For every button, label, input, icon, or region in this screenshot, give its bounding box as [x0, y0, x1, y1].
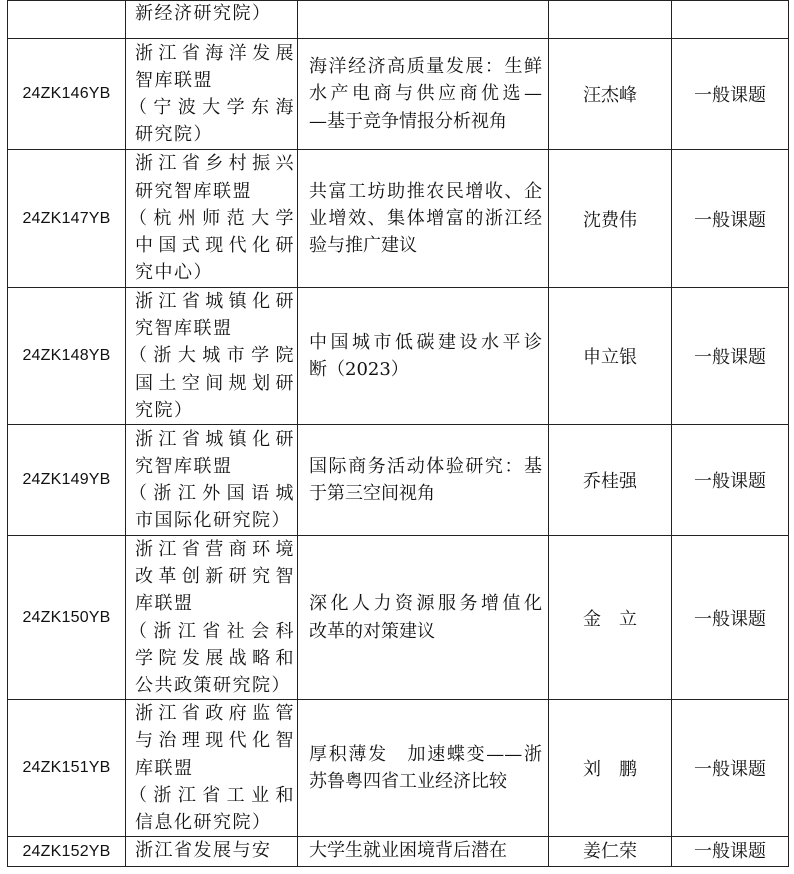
person-cell: 申立银 — [549, 288, 672, 425]
code-cell: 24ZK148YB — [8, 288, 126, 425]
title-cell — [298, 837, 549, 867]
org-line: 浙江省政府监管 — [135, 703, 295, 725]
table-row — [8, 700, 789, 837]
title-cell — [298, 288, 549, 425]
title-cell — [298, 1, 549, 39]
table-row — [8, 837, 789, 867]
person-cell — [549, 1, 672, 39]
org-line: （浙大城市学院 — [129, 345, 295, 367]
title-line: 苏鲁粤四省工业经济比较 — [309, 771, 507, 793]
table-row — [8, 425, 789, 536]
title-line: 共富工坊助推农民增收、企 — [309, 180, 542, 202]
org-line: 市国际化研究院） — [135, 510, 291, 532]
org-line: （宁波大学东海 — [129, 97, 295, 118]
org-line: 浙江省城镇化研 — [135, 428, 295, 450]
table-row — [8, 39, 789, 150]
org-line: 国土空间规划研 — [135, 372, 295, 394]
org-line: 浙江省发展与安 — [135, 840, 272, 862]
title-line: 业增效、集体增富的浙江经 — [309, 207, 542, 229]
code-cell: 24ZK150YB — [8, 536, 126, 700]
org-line: 究智库联盟 — [135, 318, 233, 340]
title-line: 中国城市低碳建设水平诊 — [309, 331, 542, 353]
table-row — [8, 288, 789, 425]
person-cell: 姜仁荣 — [549, 837, 672, 867]
person-cell: 金 立 — [549, 536, 672, 700]
table-row — [8, 536, 789, 700]
type-cell — [672, 1, 789, 39]
type-cell: 一般课题 — [672, 425, 789, 536]
org-cell — [126, 425, 298, 536]
org-line: 库联盟 — [135, 757, 194, 779]
org-line: 公共政策研究院） — [135, 675, 291, 697]
code-cell: 24ZK151YB — [8, 700, 126, 837]
org-line: 学院发展战略和 — [135, 647, 295, 669]
title-line: 水产电商与供应商优选— — [309, 83, 542, 105]
code-cell: 24ZK149YB — [8, 425, 126, 536]
type-cell: 一般课题 — [672, 288, 789, 425]
project-table — [7, 0, 789, 867]
org-line: 浙江省海洋发展 — [135, 42, 295, 64]
org-line: 信息化研究院） — [135, 812, 272, 834]
org-line: 库联盟 — [135, 593, 194, 615]
org-line: 浙江省营商环境 — [135, 539, 295, 561]
table-row-fragment — [8, 1, 789, 39]
title-line: 验与推广建议 — [309, 235, 417, 257]
org-cell — [126, 150, 298, 288]
org-line: （浙江外国语城 — [129, 483, 295, 505]
code-cell: 24ZK146YB — [8, 39, 126, 150]
org-cell — [126, 837, 298, 867]
org-line: 中国式现代化研 — [135, 235, 295, 257]
org-line: （杭州师范大学 — [129, 207, 295, 229]
code-cell — [8, 1, 126, 39]
title-line: 国际商务活动体验研究：基 — [309, 455, 542, 477]
org-line: 改革创新研究智 — [135, 566, 295, 588]
document-page — [7, 0, 788, 867]
org-line: 浙江省乡村振兴 — [135, 153, 295, 175]
org-line: （浙江省工业和 — [129, 784, 295, 806]
type-cell: 一般课题 — [672, 39, 789, 150]
person-cell: 汪杰峰 — [549, 39, 672, 150]
org-line: 智库联盟 — [135, 69, 213, 91]
type-cell: 一般课题 — [672, 837, 789, 867]
title-cell — [298, 425, 549, 536]
org-cell — [126, 288, 298, 425]
type-cell: 一般课题 — [672, 536, 789, 700]
org-line: 与治理现代化智 — [135, 730, 295, 752]
table-body — [8, 1, 789, 867]
title-line: 断（2023） — [309, 359, 409, 380]
org-cell — [126, 1, 298, 39]
person-cell: 沈费伟 — [549, 150, 672, 288]
org-cell — [126, 39, 298, 150]
code-cell: 24ZK147YB — [8, 150, 126, 288]
title-line: 深化人力资源服务增值化 — [309, 593, 542, 615]
person-cell: 乔桂强 — [549, 425, 672, 536]
org-line: 究智库联盟 — [135, 455, 233, 477]
title-cell — [298, 700, 549, 837]
title-line: 大学生就业困境背后潜在 — [309, 840, 507, 862]
title-line: 厚积薄发 加速蝶变——浙 — [309, 744, 542, 766]
org-line: （浙江省社会科 — [129, 620, 295, 642]
org-line: 浙江省城镇化研 — [135, 291, 295, 312]
table-row — [8, 150, 789, 288]
type-cell: 一般课题 — [672, 700, 789, 837]
person-cell: 刘 鹏 — [549, 700, 672, 837]
org-line: 研究院） — [135, 124, 213, 146]
org-line: 究院） — [135, 399, 194, 421]
org-line: 研究智库联盟 — [135, 180, 252, 202]
title-line: —基于竞争情报分析视角 — [309, 110, 507, 132]
org-line: 新经济研究院） — [135, 2, 272, 24]
title-cell — [298, 150, 549, 288]
org-line: 究中心） — [135, 262, 213, 284]
title-cell — [298, 39, 549, 150]
type-cell: 一般课题 — [672, 150, 789, 288]
org-cell — [126, 700, 298, 837]
title-line: 于第三空间视角 — [309, 483, 435, 505]
title-cell — [298, 536, 549, 700]
title-line: 海洋经济高质量发展：生鲜 — [309, 56, 542, 78]
title-line: 改革的对策建议 — [309, 620, 435, 642]
code-cell: 24ZK152YB — [8, 837, 126, 867]
org-cell — [126, 536, 298, 700]
